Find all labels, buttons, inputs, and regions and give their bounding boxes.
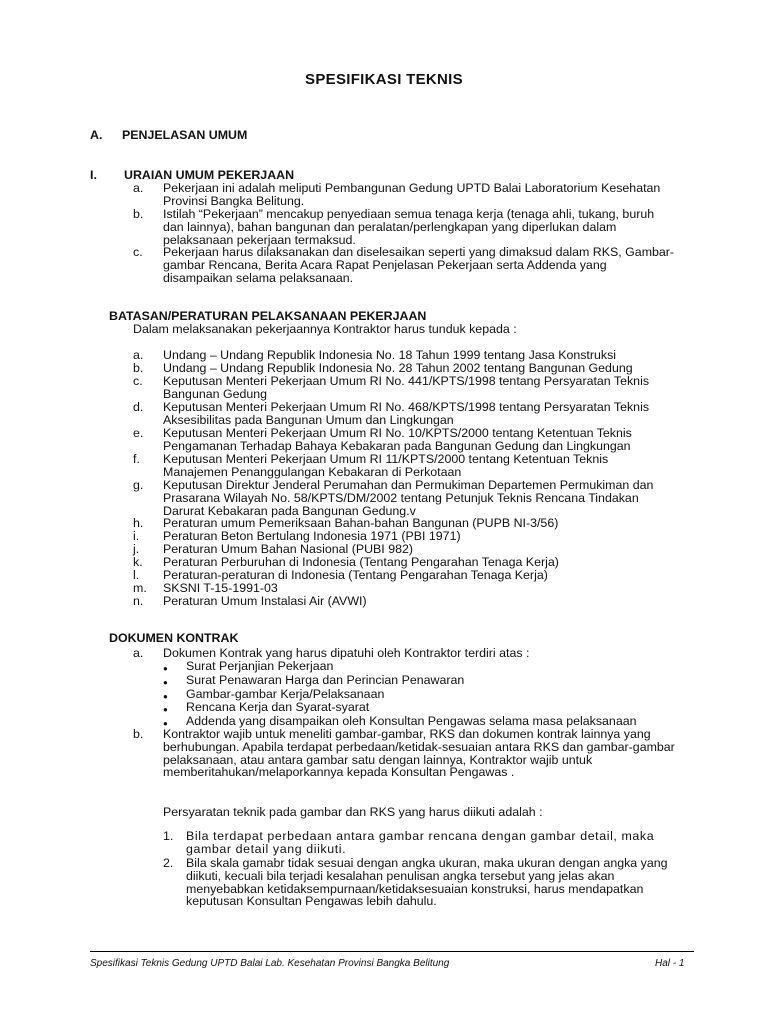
list-item-label: b. <box>133 207 144 221</box>
list-item-text: Manajemen Penanggulangan Kebakaran di Perkotaan <box>163 464 462 479</box>
numbered-item-label: 2. <box>163 856 174 870</box>
numbered-item-text: keputusan Konsultan Pengawas lebih dahulu. <box>186 894 437 909</box>
list-item-label: a. <box>133 348 144 362</box>
list-item-text: Peraturan Perburuhan di Indonesia (Tentang Pengarahan Tenaga Kerja) <box>163 555 559 569</box>
footer-document-title: Spesifikasi Teknis Gedung UPTD Balai Lab. Kesehatan Provinsi Bangka Belitung <box>90 958 450 969</box>
paragraph-line: berhubungan. Apabila terdapat perbedaan/ketidak-sesuaian antara RKS dan gambar-gambar <box>163 739 675 754</box>
list-item-text: Pekerjaan ini adalah meliputi Pembangunan Gedung UPTD Balai Laboratorium Kesehatan <box>163 181 661 195</box>
list-item-text: Keputusan Menteri Pekerjaan Umum RI No. 468/KPTS/1998 tentang Persyaratan Teknis <box>163 400 650 414</box>
numbered-item-text: diikuti, kecuali bila terjadi kesalahan penulisan angka tersebut yang jelas akan <box>186 868 615 883</box>
list-item-label: g. <box>133 478 144 492</box>
list-item-text: Provinsi Bangka Belitung. <box>163 193 305 208</box>
bullet-icon: ● <box>163 664 168 673</box>
list-item-text: Pengamanan Terhadap Bahaya Kebakaran pada Bangunan Gedung dan Lingkungan <box>163 438 631 453</box>
dokumen-a-text: Dokumen Kontrak yang harus dipatuhi oleh Kontraktor terdiri atas : <box>163 646 530 660</box>
list-item-text: Darurat Kebakaran pada Bangunan Gedung.v <box>163 503 416 518</box>
list-item-text: dan lainnya), bahan bangunan dan peralatan/perlengkapan yang diperlukan dalam <box>163 219 617 234</box>
list-item-text: pelaksanaan pekerjaan termaksud. <box>163 232 356 247</box>
list-item-text: Bangunan Gedung <box>163 386 268 401</box>
list-item-text: Peraturan umum Pemeriksaan Bahan-bahan Bangunan (PUPB NI-3/56) <box>163 516 559 530</box>
section-i-title: URAIAN UMUM PEKERJAAN <box>124 168 295 182</box>
bullet-icon: ● <box>163 719 168 728</box>
bullet-icon: ● <box>163 678 168 687</box>
list-item-label: c. <box>133 245 143 259</box>
list-item-text: Keputusan Menteri Pekerjaan Umum RI No. 441/KPTS/1998 tentang Persyaratan Teknis <box>163 374 650 388</box>
list-item-label: i. <box>133 529 140 543</box>
list-item-text: disampaikan selama pelaksanaan. <box>163 270 354 285</box>
list-item-label: l. <box>133 568 140 582</box>
list-item-text: Istilah “Pekerjaan” mencakup penyediaan semua tenaga kerja (tenaga ahli, tukang, buruh <box>163 207 655 221</box>
list-item-text: gambar Rencana, Berita Acara Rapat Penjelasan Pekerjaan serta Addenda yang <box>163 257 607 272</box>
batasan-title: BATASAN/PERATURAN PELAKSANAAN PEKERJAAN <box>109 309 427 323</box>
list-item-label: c. <box>133 374 143 388</box>
bullet-item: Rencana Kerja dan Syarat-syarat <box>186 700 370 714</box>
bullet-item: Addenda yang disampaikan oleh Konsultan Pengawas selama masa pelaksanaan <box>186 714 637 728</box>
batasan-intro: Dalam melaksanakan pekerjaannya Kontraktor harus tunduk kepada : <box>133 322 517 336</box>
section-i-label: I. <box>90 168 97 182</box>
list-item-text: Keputusan Menteri Pekerjaan Umum RI 11/KPTS/2000 tentang Ketentuan Teknis <box>163 452 609 466</box>
list-item-label: d. <box>133 400 144 414</box>
list-item-text: SKSNI T-15-1991-03 <box>163 581 278 595</box>
list-item-label: m. <box>133 581 147 595</box>
list-item-text: Aksesibilitas pada Bangunan Umum dan Lingkungan <box>163 412 454 427</box>
dokumen-b-label: b. <box>133 727 144 741</box>
list-item-text: Prasarana Wilayah No. 58/KPTS/DM/2002 tentang Petunjuk Teknis Rencana Tindakan <box>163 490 639 505</box>
numbered-item-text: Bila terdapat perbedaan antara gambar rencana dengan gambar detail, maka <box>186 829 655 843</box>
bullet-item: Surat Penawaran Harga dan Perincian Penawaran <box>186 673 465 687</box>
page-title: SPESIFIKASI TEKNIS <box>305 71 463 88</box>
list-item-text: Peraturan Beton Bertulang Indonesia 1971 (PBI 1971) <box>163 529 461 543</box>
section-a-label: A. <box>90 128 103 142</box>
bullet-icon: ● <box>163 705 168 714</box>
list-item-label: j. <box>133 542 140 556</box>
list-item-text: Keputusan Menteri Pekerjaan Umum RI No. 10/KPTS/2000 tentang Ketentuan Teknis <box>163 426 632 440</box>
list-item-text: Pekerjaan harus dilaksanakan dan diselesaikan seperti yang dimaksud dalam RKS, Gambar- <box>163 245 675 259</box>
list-item-text: Peraturan Umum Bahan Nasional (PUBI 982) <box>163 542 413 556</box>
list-item-text: Undang – Undang Republik Indonesia No. 28 Tahun 2002 tentang Bangunan Gedung <box>163 361 633 375</box>
dokumen-a-label: a. <box>133 646 144 660</box>
numbered-item-text: Bila skala gamabr tidak sesuai dengan angka ukuran, maka ukuran dengan angka yang <box>186 856 668 870</box>
list-item-text: Peraturan-peraturan di Indonesia (Tentang Pengarahan Tenaga Kerja) <box>163 568 548 582</box>
list-item-label: k. <box>133 555 143 569</box>
footer-page-number: Hal - 1 <box>655 958 685 969</box>
section-a-title: PENJELASAN UMUM <box>122 128 248 142</box>
paragraph-line: Kontraktor wajib untuk meneliti gambar-gambar, RKS dan dokumen kontrak lainnya yang <box>163 727 651 741</box>
bullet-item: Surat Perjanjian Pekerjaan <box>186 659 334 673</box>
numbered-item-text: menyebabkan ketidaksempurnaan/ketidaksesuaian konstruksi, harus mendapatkan <box>186 881 644 896</box>
list-item-label: a. <box>133 181 144 195</box>
persyaratan-intro: Persyaratan teknik pada gambar dan RKS yang harus diikuti adalah : <box>163 805 543 819</box>
list-item-label: f. <box>133 452 140 466</box>
list-item-label: e. <box>133 426 144 440</box>
dokumen-title: DOKUMEN KONTRAK <box>109 631 239 645</box>
list-item-text: Peraturan Umum Instalasi Air (AVWI) <box>163 594 367 608</box>
list-item-text: Keputusan Direktur Jenderal Perumahan dan Permukiman Departemen Permukiman dan <box>163 478 654 492</box>
numbered-item-text: gambar detail yang diikuti. <box>186 841 347 856</box>
bullet-item: Gambar-gambar Kerja/Pelaksanaan <box>186 687 385 701</box>
numbered-item-label: 1. <box>163 829 174 843</box>
footer-divider <box>90 951 694 952</box>
bullet-icon: ● <box>163 692 168 701</box>
list-item-label: b. <box>133 361 144 375</box>
list-item-label: n. <box>133 594 144 608</box>
paragraph-line: pelaksanaan, atau antara gambar satu dengan lainnya, Kontraktor wajib untuk <box>163 752 593 767</box>
list-item-label: h. <box>133 516 144 530</box>
paragraph-line: memberitahukan/melaporkannya kepada Konsultan Pengawas . <box>163 765 515 780</box>
list-item-text: Undang – Undang Republik Indonesia No. 18 Tahun 1999 tentang Jasa Konstruksi <box>163 348 617 362</box>
